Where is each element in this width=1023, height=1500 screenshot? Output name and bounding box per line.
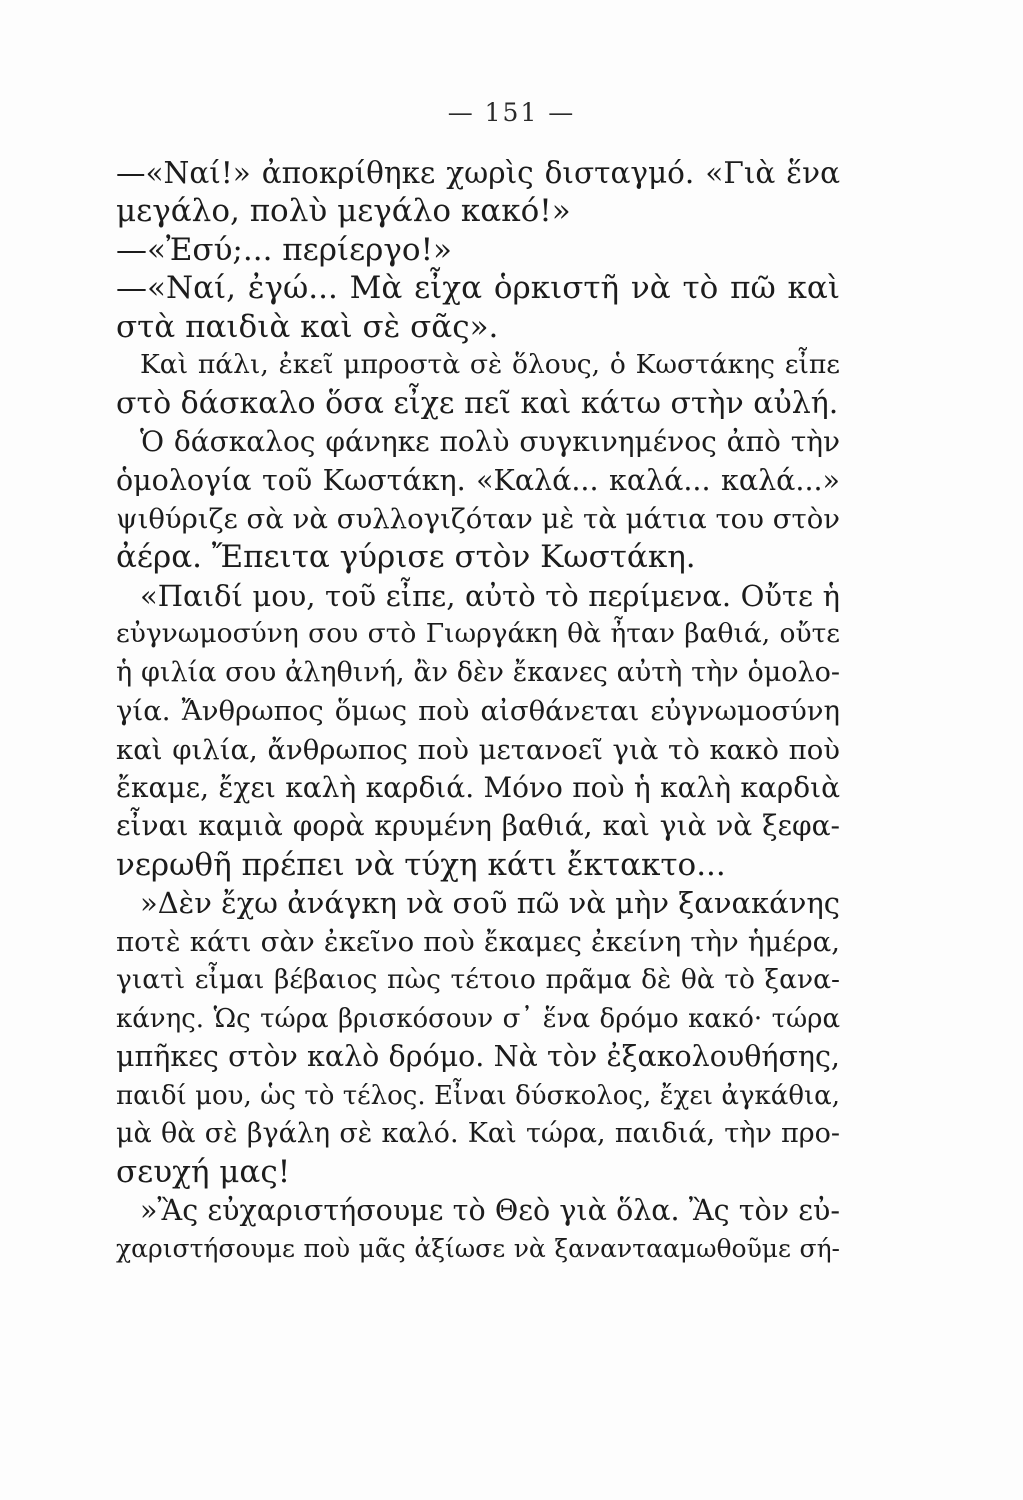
text-line: εὐγνωμοσύνη σου στὸ Γιωργάκη θὰ ἦταν βαθιά, οὔτε: [116, 618, 840, 650]
text-line: μεγάλο, πολὺ μεγάλο κακό!»: [116, 193, 571, 230]
text-line: ἀέρα. Ἔπειτα γύρισε στὸν Κωστάκη.: [116, 539, 696, 576]
text-line: ποτὲ κάτι σὰν ἐκεῖνο ποὺ ἔκαμες ἐκείνη τὴν ἡμέρα,: [116, 925, 840, 958]
text-line: ψιθύριζε σὰ νὰ συλλογιζόταν μὲ τὰ μάτια του στὸν: [116, 502, 840, 535]
text-line: χαριστήσουμε ποὺ μᾶς ἀξίωσε νὰ ξαναντααμωθοῦμε σή-: [116, 1234, 840, 1264]
text-line: ἡ φιλία σου ἀληθινή, ἂν δὲν ἔκανες αὐτὴ τὴν ὁμολο-: [116, 656, 840, 688]
text-line: μπῆκες στὸν καλὸ δρόμο. Νὰ τὸν ἐξακολουθήσης,: [116, 1040, 840, 1074]
text-line: γιατὶ εἶμαι βέβαιος πὼς τέτοιο πρᾶμα δὲ θὰ τὸ ξανα-: [116, 964, 840, 996]
text-line: ἔκαμε, ἔχει καλὴ καρδιά. Μόνο ποὺ ἡ καλὴ καρδιὰ: [116, 771, 840, 804]
text-line: στὸ δάσκαλο ὅσα εἶχε πεῖ καὶ κάτω στὴν αὐλή.: [116, 385, 839, 421]
text-line: γία. Ἄνθρωπος ὅμως ποὺ αἰσθάνεται εὐγνωμοσύνη: [116, 695, 840, 728]
text-line: στὰ παιδιὰ καὶ σὲ σᾶς».: [116, 308, 499, 345]
text-line: Ὁ δάσκαλος φάνηκε πολὺ συγκινημένος ἀπὸ τὴν: [140, 425, 840, 459]
text-line: παιδί μου, ὡς τὸ τέλος. Εἶναι δύσκολος, ἔχει ἀγκάθια,: [116, 1080, 840, 1111]
body-text: [116, 154, 840, 1269]
text-line: καὶ φιλία, ἄνθρωπος ποὺ μετανοεῖ γιὰ τὸ κακὸ ποὺ: [116, 733, 840, 766]
text-line: «Παιδί μου, τοῦ εἶπε, αὐτὸ τὸ περίμενα. Οὔτε ἡ: [140, 578, 840, 613]
text-line: —«Ναί, ἐγώ... Μὰ εἶχα ὁρκιστῆ νὰ τὸ πῶ καὶ: [116, 270, 840, 307]
page-number: — 151 —: [447, 98, 576, 127]
text-line: —«Ναί!» ἀποκρίθηκε χωρὶς δισταγμό. «Γιὰ ἕνα: [116, 156, 840, 190]
text-line: ὁμολογία τοῦ Κωστάκη. «Καλά... καλά... καλά...»: [116, 463, 840, 497]
text-line: νερωθῆ πρέπει νὰ τύχη κάτι ἔκτακτο...: [116, 846, 726, 883]
text-line: σευχή μας!: [116, 1154, 291, 1191]
text-line: μὰ θὰ σὲ βγάλη σὲ καλό. Καὶ τώρα, παιδιά, τὴν προ-: [116, 1117, 840, 1149]
text-line: »Ἂς εὐχαριστήσουμε τὸ Θεὸ γιὰ ὅλα. Ἂς τὸν εὐ-: [140, 1193, 840, 1227]
text-line: εἶναι καμιὰ φορὰ κρυμένη βαθιά, καὶ γιὰ νὰ ξεφα-: [116, 809, 840, 843]
text-line: κάνης. Ὡς τώρα βρισκόσουν σ᾽ ἕνα δρόμο κακό· τώρα: [116, 1003, 840, 1034]
text-line: Καὶ πάλι, ἐκεῖ μπροστὰ σὲ ὅλους, ὁ Κωστάκης εἶπε: [140, 349, 840, 381]
text-line: »Δὲν ἔχω ἀνάγκη νὰ σοῦ πῶ νὰ μὴν ξανακάνης: [140, 886, 840, 921]
text-line: —«Ἐσύ;... περίεργο!»: [116, 231, 452, 268]
